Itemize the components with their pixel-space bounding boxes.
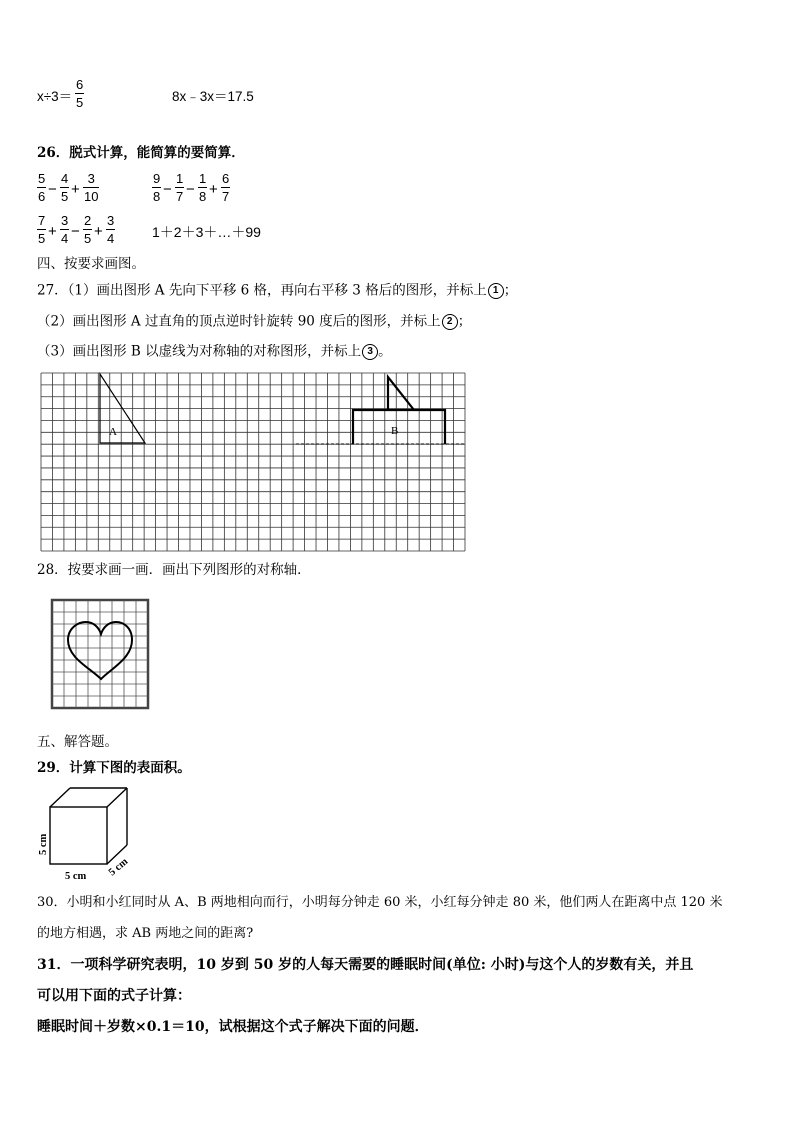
fraction <box>37 214 46 245</box>
operator-sign: − <box>71 223 80 240</box>
circled-number-2: 2 <box>442 314 458 330</box>
cube-side-label: 5 cm <box>38 833 49 855</box>
drawing-grid <box>40 372 466 552</box>
operator-sign: − <box>163 181 172 198</box>
fraction <box>106 214 115 245</box>
fraction <box>152 172 161 203</box>
section-4-heading: 四、按要求画图。 <box>37 256 145 272</box>
fraction-denominator: 7 <box>176 189 184 204</box>
operator-sign: − <box>48 181 57 198</box>
question-27-part-2 <box>37 314 471 330</box>
q27-p1-end: ； <box>503 282 518 299</box>
fraction <box>83 214 92 245</box>
shape-b-triangle <box>388 377 414 410</box>
question-27-part-3 <box>37 344 392 360</box>
q27-p1-text: 27．（1）画出图形 A 先向下平移 6 格，再向右平移 3 格后的图形，并标上 <box>37 282 487 299</box>
operator-sign: + <box>71 181 80 198</box>
circled-number-3: 3 <box>362 344 378 360</box>
question-29-label: 29．计算下图的表面积。 <box>37 760 191 776</box>
equation-2: 8x﹣3x＝17.5 <box>172 89 254 104</box>
shape-a-label: A <box>109 426 117 438</box>
equation-1-fraction <box>75 78 84 109</box>
fraction-numerator: 1 <box>199 171 207 186</box>
cube-bottom-label: 5 cm <box>65 871 87 882</box>
fraction-denominator: 5 <box>84 231 92 246</box>
question-31-line-1: 31．一项科学研究表明，10 岁到 50 岁的人每天需要的睡眠时间(单位: 小时)与这个人的岁数有关，并且 <box>37 957 694 973</box>
q27-p3-text: （3）画出图形 B 以虚线为对称轴的对称图形，并标上 <box>37 343 362 360</box>
heart-grid-figure <box>46 596 150 710</box>
fraction <box>221 172 230 203</box>
fraction-denominator: 4 <box>107 231 115 246</box>
fraction <box>175 172 184 203</box>
fraction-denominator: 8 <box>153 189 161 204</box>
circled-number-1: 1 <box>488 283 504 299</box>
fraction-denominator: 4 <box>61 231 69 246</box>
equation-1-lhs: x÷3＝ <box>37 89 73 104</box>
q27-p2-text: （2）画出图形 A 过直角的顶点逆时针旋转 90 度后的图形，并标上 <box>37 313 441 330</box>
fraction <box>60 172 69 203</box>
fraction-numerator: 6 <box>76 77 84 92</box>
fraction-denominator: 5 <box>61 189 69 204</box>
fraction-denominator: 5 <box>38 231 46 246</box>
shape-b-label: B <box>391 425 399 437</box>
question-27-part-1 <box>37 283 517 299</box>
question-31-line-2: 可以用下面的式子计算： <box>37 988 191 1004</box>
fraction <box>198 172 207 203</box>
operator-sign: + <box>209 181 218 198</box>
calc-row-2b: 1＋2＋3＋…＋99 <box>152 224 261 240</box>
fraction <box>60 214 69 245</box>
fraction-denominator: 7 <box>222 189 230 204</box>
operator-sign: + <box>94 223 103 240</box>
question-26-label: 26．脱式计算，能简算的要简算． <box>37 145 245 161</box>
fraction-numerator: 3 <box>87 171 95 186</box>
fraction-denominator: 5 <box>76 95 84 110</box>
fraction <box>37 172 46 203</box>
fraction-numerator: 3 <box>107 213 115 228</box>
fraction-numerator: 6 <box>222 171 230 186</box>
fraction-denominator: 6 <box>38 189 46 204</box>
cube-figure <box>32 783 144 883</box>
q27-p3-end: 。 <box>378 343 392 360</box>
fraction-numerator: 2 <box>84 213 92 228</box>
operator-sign: + <box>48 223 57 240</box>
q27-p2-end: ； <box>457 313 472 330</box>
operator-sign: − <box>186 181 195 198</box>
question-31-line-3: 睡眠时间＋岁数×0.1＝10，试根据这个式子解决下面的问题． <box>37 1019 429 1035</box>
fraction-numerator: 9 <box>153 171 161 186</box>
fraction-numerator: 5 <box>38 171 46 186</box>
fraction <box>83 172 99 203</box>
question-30-line-1: 30．小明和小红同时从 A、B 两地相向而行，小明每分钟走 60 米，小红每分钟走 80 米，他们两人在距离中点 120 米 <box>37 895 723 910</box>
fraction-denominator: 8 <box>199 189 207 204</box>
fraction-numerator: 7 <box>38 213 46 228</box>
fraction-denominator: 10 <box>84 189 99 204</box>
fraction-numerator: 3 <box>61 213 69 228</box>
fraction-numerator: 4 <box>61 171 69 186</box>
question-30-line-2: 的地方相遇，求 AB 两地之间的距离? <box>37 926 254 941</box>
fraction-numerator: 1 <box>176 171 184 186</box>
question-28-label: 28．按要求画一画．画出下列图形的对称轴． <box>37 562 311 578</box>
cube-depth-label: 5 cm <box>106 856 131 879</box>
shape-b-outline <box>353 410 445 444</box>
section-5-heading: 五、解答题。 <box>37 734 118 750</box>
